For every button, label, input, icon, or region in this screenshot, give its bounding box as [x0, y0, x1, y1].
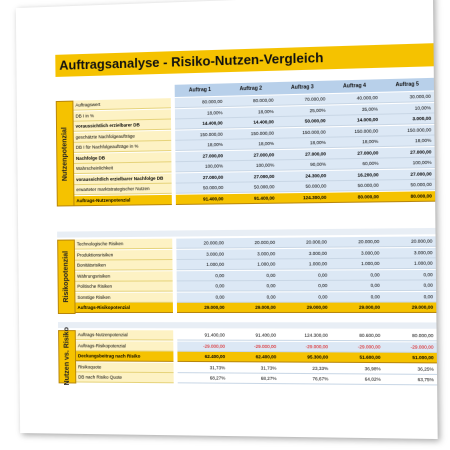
table-cell[interactable]: 0,00 [330, 281, 383, 292]
section-side-label [56, 101, 75, 207]
table-cell[interactable]: -29.000,00 [384, 342, 437, 353]
table-cell[interactable]: 124.300,00 [278, 192, 330, 203]
table-cell[interactable]: 100,00% [175, 161, 226, 172]
table-cell[interactable]: 16.200,00 [329, 169, 382, 180]
table-cell[interactable]: 50.000,00 [329, 180, 382, 191]
row-label[interactable]: voraussichtlich erzielbarer Nachfolge DB [74, 173, 172, 185]
table-cell[interactable]: 0,00 [330, 270, 383, 281]
table-cell[interactable]: 50.000,00 [278, 181, 330, 192]
table-cell[interactable]: 29.000,00 [177, 303, 228, 313]
table-cell[interactable]: 0,00 [227, 292, 278, 302]
table-cell[interactable]: 50.000,00 [382, 180, 435, 191]
section-label: Nutzenpotenzial [61, 126, 69, 181]
table-cell[interactable]: 100,00% [382, 158, 435, 169]
table-cell[interactable]: 27.000,00 [226, 150, 277, 161]
table-cell[interactable]: 1.000,00 [176, 260, 227, 271]
table-cell[interactable]: 62.400,00 [177, 352, 228, 362]
table-cell[interactable]: 62.400,00 [228, 352, 279, 363]
table-cell[interactable]: 80.600,00 [331, 331, 384, 342]
table-cell[interactable]: 29.000,00 [383, 302, 436, 313]
column-header: Auftrag 1 [188, 86, 212, 94]
table-cell[interactable]: 31,73% [228, 363, 279, 374]
section-label: Risikopotenzial [62, 250, 71, 303]
table-cell[interactable]: 63,75% [384, 375, 437, 386]
table-cell[interactable]: 18,00% [226, 106, 277, 117]
table-cell[interactable]: 1.000,00 [330, 259, 383, 270]
table-cell[interactable]: 20.000,00 [227, 238, 278, 249]
table-cell[interactable]: 1.000,00 [278, 259, 330, 270]
table-cell[interactable]: 35,00% [329, 104, 382, 116]
table-cell[interactable]: 14.400,00 [175, 118, 226, 129]
row-label[interactable]: Auftrags-Risikopotenzial [75, 303, 173, 313]
row-label[interactable]: Auftragswert [73, 98, 170, 111]
table-cell[interactable]: 0,00 [279, 281, 331, 292]
row-label[interactable]: erwarteter marktstrategischer Nutzen [74, 184, 172, 196]
table-cell[interactable]: 18,00% [175, 108, 226, 119]
section-label: Nutzen vs. Risiko [63, 327, 71, 386]
table-cell[interactable]: 36,98% [331, 363, 384, 374]
table-cell[interactable]: 124.300,00 [279, 331, 331, 341]
section-side-label [57, 240, 75, 314]
table-cell[interactable]: 80.000,00 [383, 331, 436, 342]
table-cell[interactable]: 36,25% [384, 364, 437, 375]
table-cell[interactable]: 51.000,00 [384, 353, 437, 364]
table-cell[interactable]: 0,00 [383, 291, 436, 302]
table-cell[interactable]: 18,00% [226, 139, 277, 150]
table-cell[interactable]: 100,00% [226, 160, 277, 171]
row-label[interactable]: DB I für Nachfolgeaufträge in % [74, 141, 171, 153]
page-title: Auftragsanalyse - Risiko-Nutzen-Vergleich [59, 49, 324, 73]
row-label[interactable]: Währungsrisiken [75, 271, 173, 282]
table-cell[interactable]: 68,27% [178, 373, 229, 384]
row-label[interactable]: Auftrags-Nutzenpotenzial [74, 194, 172, 205]
table-cell[interactable]: 76,67% [280, 374, 332, 385]
table-cell[interactable]: 60,00% [329, 159, 382, 170]
table-cell[interactable]: 3.000,00 [381, 114, 434, 126]
table-cell[interactable]: 91.400,00 [228, 330, 279, 340]
table-cell[interactable]: 0,00 [177, 270, 228, 280]
spreadsheet-page [16, 0, 438, 439]
row-label[interactable]: Auftrags-Risikopotenzial [76, 341, 174, 352]
table-cell[interactable]: 18,00% [329, 137, 382, 148]
row-label[interactable]: Politische Risiken [75, 281, 173, 291]
table-cell[interactable]: 10,00% [381, 102, 434, 114]
row-label[interactable]: voraussichtlich erzielbarer DB [74, 120, 171, 132]
table-cell[interactable]: 68,27% [228, 373, 279, 384]
table-cell[interactable]: 18,00% [277, 138, 329, 149]
table-row [76, 330, 437, 341]
table-cell[interactable]: 27.000,00 [381, 147, 434, 158]
table-cell[interactable]: 150.000,00 [381, 125, 434, 137]
table-cell[interactable]: 80.000,00 [329, 191, 382, 202]
table-row [75, 280, 436, 291]
table-cell[interactable]: 70.000,00 [277, 94, 329, 106]
table-cell[interactable]: 31,73% [178, 362, 229, 373]
column-header: Auftrag 5 [395, 81, 419, 89]
table-row [76, 372, 437, 385]
table-cell[interactable]: 3.000,00 [176, 249, 227, 260]
table-cell[interactable]: 0,00 [278, 270, 330, 281]
table-cell[interactable]: 50.000,00 [226, 182, 277, 193]
table-cell[interactable]: 80.000,00 [382, 191, 435, 202]
table-cell[interactable]: 3.000,00 [278, 248, 330, 259]
section [56, 91, 435, 206]
column-header: Auftrag 3 [290, 84, 314, 91]
table-cell[interactable]: 24.300,00 [277, 170, 329, 181]
table-cell[interactable]: 18,00% [381, 136, 434, 148]
table-cell[interactable]: 91.400,00 [226, 193, 277, 204]
table-cell[interactable]: 20.000,00 [382, 236, 435, 247]
table-cell[interactable]: 1.000,00 [383, 258, 436, 269]
table-cell[interactable]: -29.000,00 [331, 342, 384, 353]
row-label[interactable]: Produktionsrisiken [75, 249, 173, 260]
row-label[interactable]: Wahrscheinlichkeit [74, 162, 172, 174]
table-cell[interactable]: 0,00 [227, 270, 278, 281]
table-cell[interactable]: 20.000,00 [278, 237, 330, 248]
row-label[interactable]: Sonstige Risiken [75, 292, 173, 302]
table-cell[interactable]: 91.400,00 [177, 330, 228, 340]
table-cell[interactable]: 95.300,00 [279, 352, 331, 363]
row-label[interactable]: Risikoquote [76, 362, 174, 373]
table-cell[interactable]: 29.000,00 [279, 303, 331, 313]
row-label[interactable]: geschätzte Nachfolgeaufträge [74, 130, 171, 142]
table-cell[interactable]: 80.000,00 [225, 95, 276, 107]
row-label[interactable]: Bonitätsrisiken [75, 260, 173, 271]
table-cell[interactable]: 64,02% [331, 374, 384, 385]
section-side-label [58, 327, 76, 386]
column-header: Auftrag 4 [342, 82, 367, 90]
table-cell[interactable]: 40.000,00 [328, 93, 381, 105]
table-cell[interactable]: 0,00 [227, 281, 278, 291]
row-label[interactable]: Nachfolge DB [74, 152, 171, 164]
table-cell[interactable]: 3.000,00 [330, 248, 383, 259]
table-cell[interactable]: 0,00 [331, 292, 384, 303]
title-bar [55, 43, 433, 77]
table-cell[interactable]: 20.000,00 [330, 237, 383, 248]
table-cell[interactable]: 27.000,00 [382, 169, 435, 180]
table-cell[interactable]: 150.000,00 [226, 128, 277, 139]
table-cell[interactable]: 0,00 [177, 292, 228, 302]
table-cell[interactable]: 29.000,00 [228, 303, 279, 313]
table-cell[interactable]: 0,00 [177, 281, 228, 291]
table-cell[interactable]: 150.000,00 [175, 129, 226, 140]
row-label[interactable]: DB I in % [73, 109, 170, 121]
table-cell[interactable]: 23,33% [279, 363, 331, 374]
table-cell[interactable]: 50.000,00 [176, 183, 227, 194]
table-cell[interactable]: -29.000,00 [279, 341, 331, 352]
table-cell[interactable]: 27.000,00 [277, 149, 329, 160]
spreadsheet-preview [18, 8, 450, 438]
column-header: Auftrag 2 [239, 85, 263, 93]
table-row [75, 269, 436, 281]
section-divider [58, 322, 437, 329]
row-label[interactable]: Technologische Risiken [75, 239, 173, 250]
row-label[interactable]: Auftrags-Nutzenpotenzial [76, 330, 174, 340]
table-cell[interactable]: 29.000,00 [331, 303, 384, 313]
table-cell[interactable]: 25,00% [277, 105, 329, 117]
table-cell[interactable]: 27.000,00 [226, 171, 277, 182]
table-row [75, 302, 436, 313]
table-cell[interactable]: 90,00% [277, 159, 329, 170]
table-cell[interactable]: 80.000,00 [175, 97, 226, 108]
row-label[interactable]: DB nach Risiko Quote [76, 372, 174, 383]
table-cell[interactable]: 50.000,00 [277, 116, 329, 127]
table-cell[interactable]: 14.400,00 [226, 117, 277, 128]
table-cell[interactable]: -29.000,00 [228, 341, 279, 351]
table-cell[interactable]: 0,00 [279, 292, 331, 302]
table-cell[interactable]: 30.000,00 [381, 91, 434, 103]
table-cell[interactable]: 27.000,00 [329, 148, 382, 159]
table-cell[interactable]: 27.000,00 [176, 172, 227, 183]
table-row [75, 291, 436, 302]
section [57, 236, 436, 313]
table-cell[interactable]: 150.000,00 [329, 126, 382, 137]
table-cell[interactable]: 51.600,00 [331, 352, 384, 363]
table-cell[interactable]: 0,00 [383, 269, 436, 280]
table-cell[interactable]: 20.000,00 [176, 238, 227, 249]
table-cell[interactable]: 0,00 [383, 280, 436, 291]
row-label[interactable]: Deckungsbeitrag nach Risiko [76, 351, 174, 362]
table-cell[interactable]: -29.000,00 [177, 341, 228, 351]
table-cell[interactable]: 3.000,00 [383, 247, 436, 258]
table-cell[interactable]: 150.000,00 [277, 127, 329, 138]
table-cell[interactable]: 1.000,00 [227, 259, 278, 270]
table-cell[interactable]: 91.400,00 [176, 194, 227, 205]
section [58, 327, 437, 386]
table-cell[interactable]: 27.000,00 [175, 151, 226, 162]
table-cell[interactable]: 14.000,00 [329, 115, 382, 127]
table-cell[interactable]: 3.000,00 [227, 249, 278, 260]
table-cell[interactable]: 18,00% [175, 140, 226, 151]
